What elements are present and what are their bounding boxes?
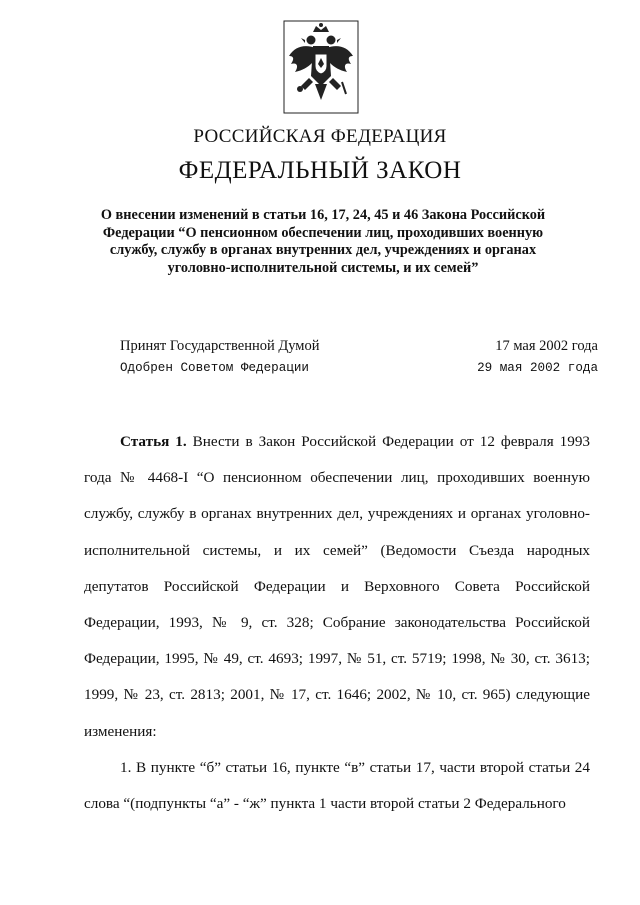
article-1-text: Внести в Закон Российской Федерации от 12 февраля 1993 года № 4468-I “О пенсионном обеспечении лиц, проходивших военную службу, службу в органах внутренних дел, учреждениях и органах уголовно-исполнительной системы, и их семей” (Ведомости Съезда народных депутатов Российской Федерации и Верховного Совета Российской Федерации, 1993, № 9, ст. 328; Собрание законодательства Российской Федерации, 1995, № 49, ст. 4693; 1997, № 51, ст. 5719; 1998, № 30, ст. 3613; 1999, № 23, ст. 2813; 2001, № 17, ст. 1646; 2002, № 10, ст. 965) следующие изменения: [84,433,591,740]
duma-date: 17 мая 2002 года [495,338,598,354]
subject-line: службу, службу в органах внутренних дел, учреждениях и органах [109,242,537,258]
adoption-block [120,335,598,379]
duma-adoption-row [120,335,598,357]
law-subject-title [80,207,566,277]
law-body [84,424,590,822]
country-heading: РОССИЙСКАЯ ФЕДЕРАЦИЯ [193,126,447,147]
council-date: 29 мая 2002 года [477,361,598,375]
subject-line: Федерации “О пенсионном обеспечении лиц, проходивших военную [102,224,544,241]
article-1-paragraph [84,424,590,750]
subject-line: О внесении изменений в статьи 16, 17, 24, 45 и 46 Закона Российской [100,207,546,223]
article-1-label: Статья 1. [120,433,187,450]
council-label: Одобрен Советом Федерации [120,361,309,375]
council-approval-row [120,357,598,379]
document-type-heading: ФЕДЕРАЛЬНЫЙ ЗАКОН [178,157,462,184]
subject-line: уголовно-исполнительной системы, и их семей” [167,259,479,276]
duma-label: Принят Государственной Думой [120,338,320,354]
item-1-paragraph: 1. В пункте “б” статьи 16, пункте “в” статьи 17, части второй статьи 24 слова “(подпункты “а” - “ж” пункта 1 части второй статьи 2 Федерального [84,758,590,813]
coat-of-arms-emblem-icon [283,20,359,114]
